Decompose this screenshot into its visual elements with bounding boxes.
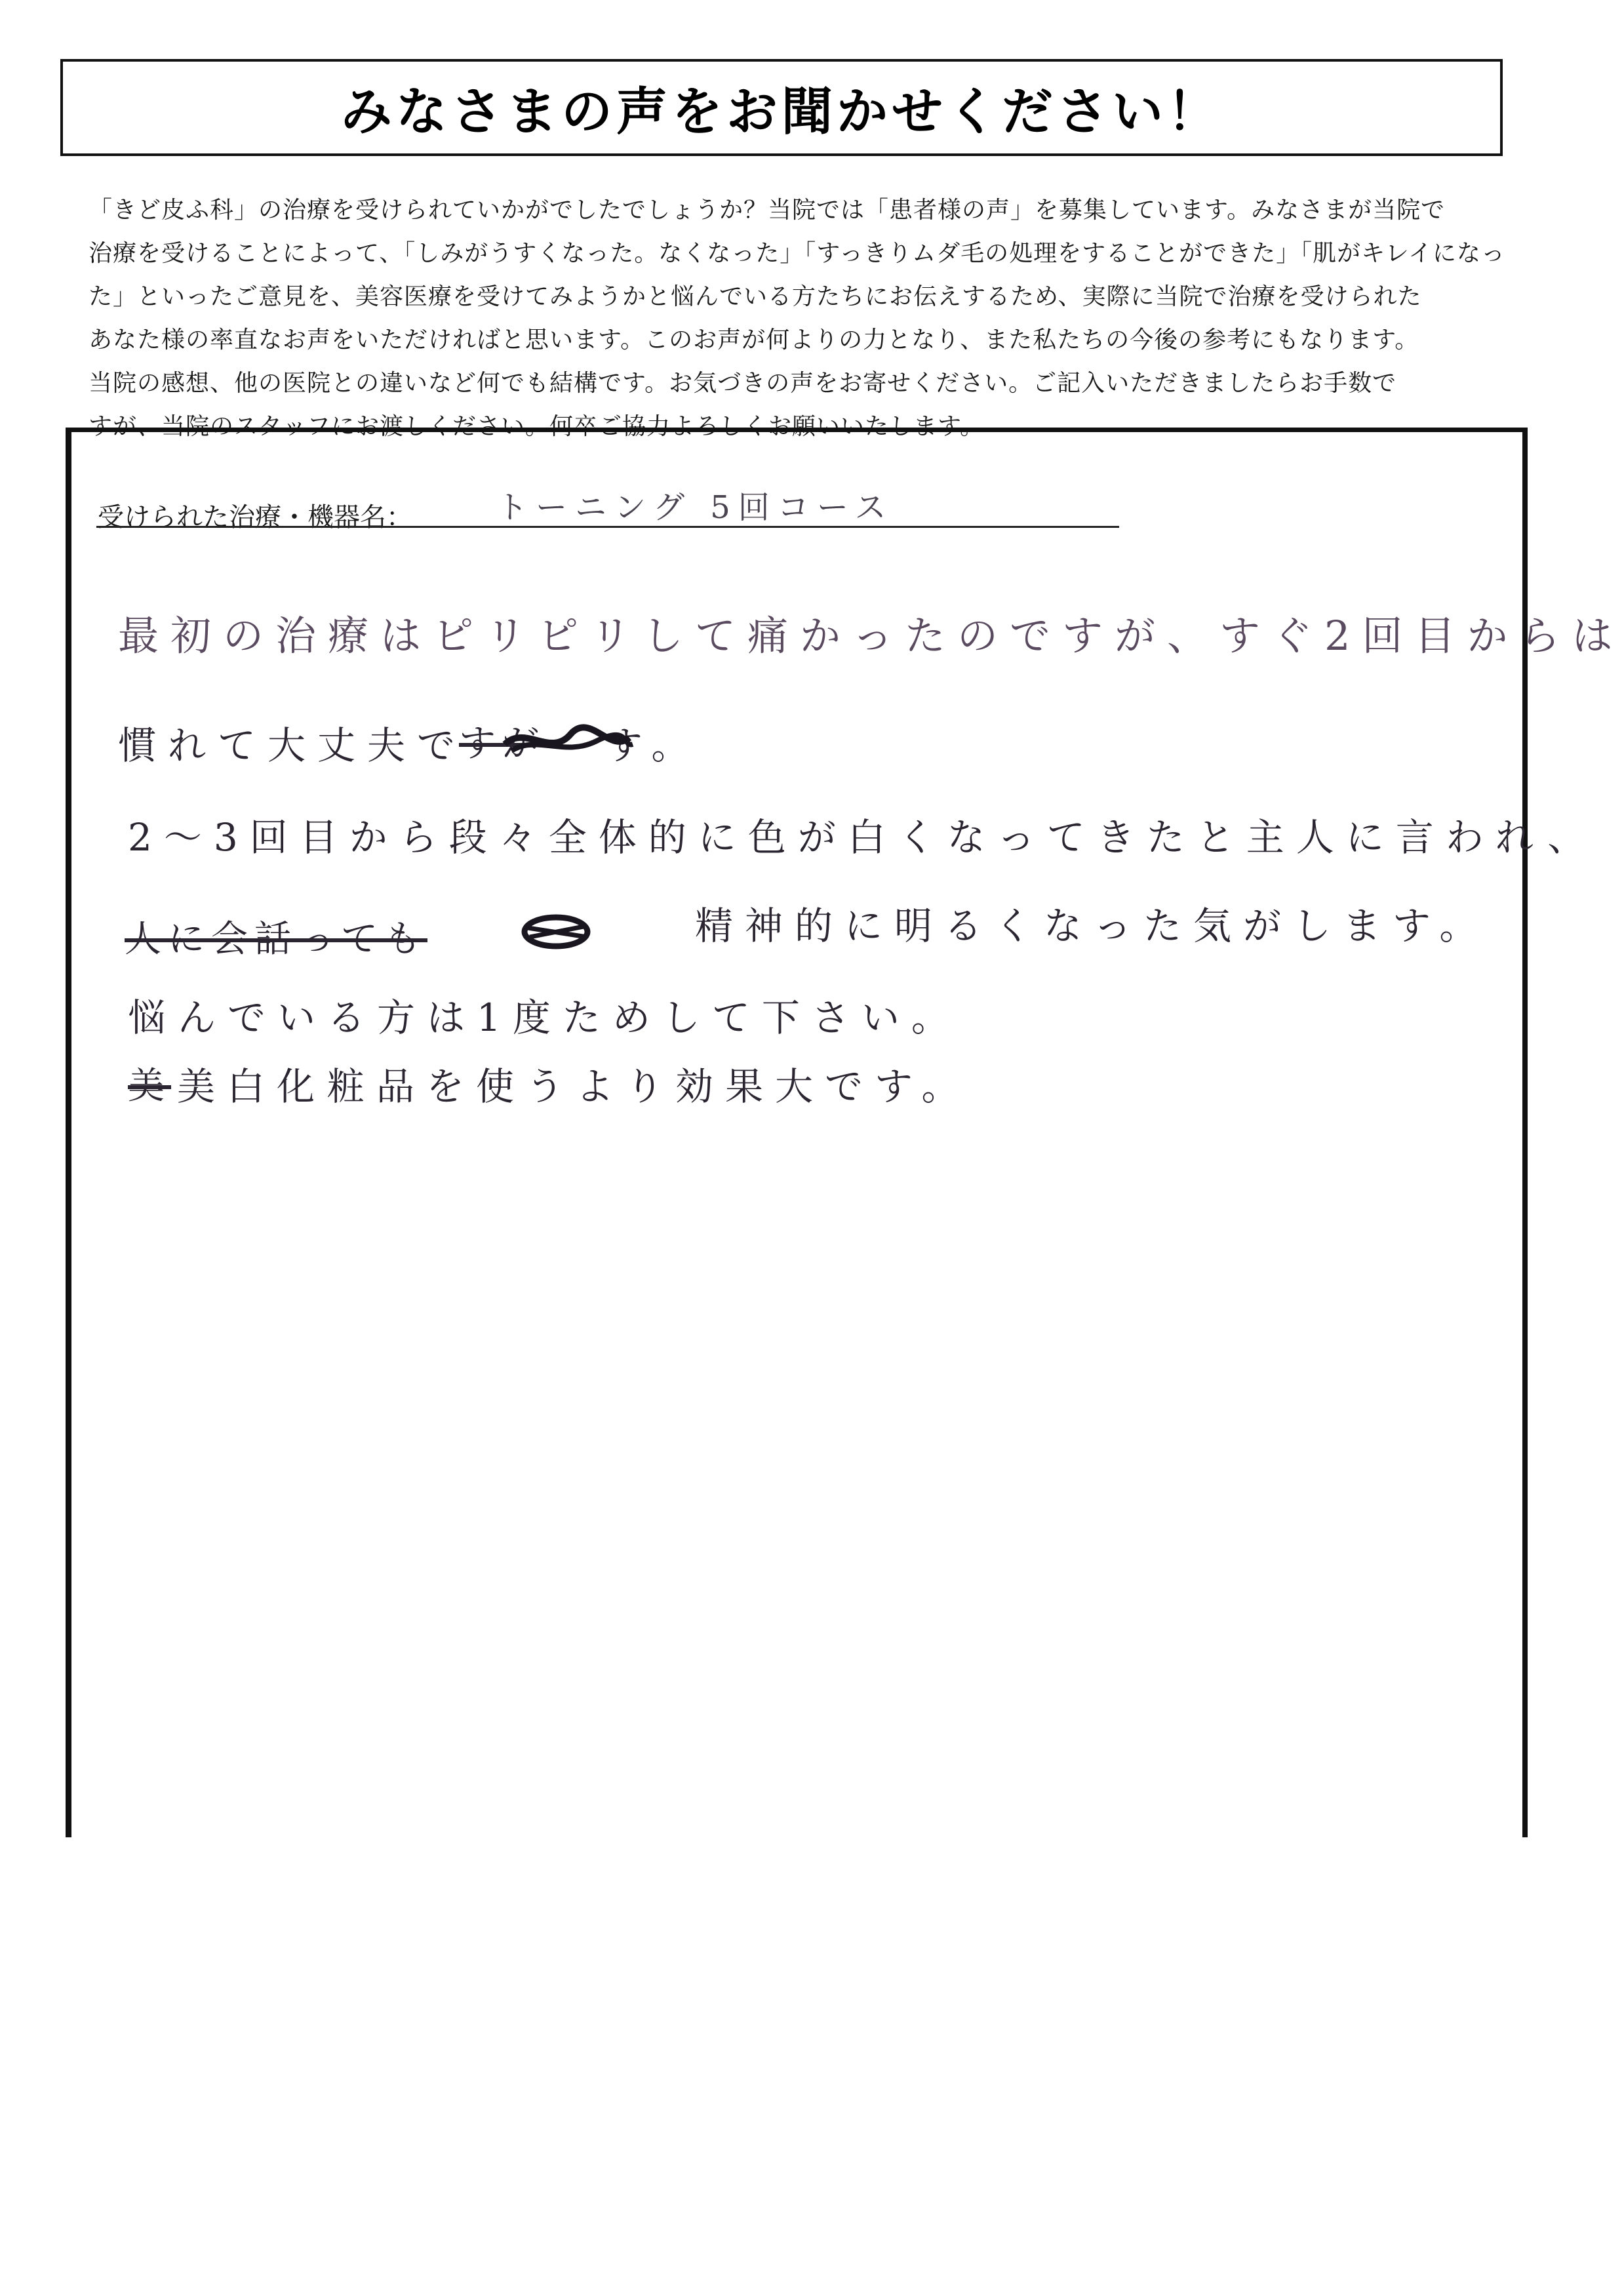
handwritten-line-4: 精神的に明るくなった気がします。 [695,904,1490,948]
crossed-out-text: 人に会話っても [125,918,427,961]
handwritten-line-2-end: す。 [604,723,702,768]
treatment-value: トーニング 5回コース [496,489,894,526]
handwritten-line-2-start: 慣れて大丈夫で [118,723,467,768]
intro-line: 治療を受けることによって、「しみがうすくなった。なくなった」「すっきりムダ毛の処理をすることができた」「肌がキレイになっ [89,240,1505,267]
handwritten-line-1: 最初の治療はピリピリして痛かったのですが、すぐ2回目からは [118,612,1624,660]
treatment-underline [96,526,1119,528]
intro-line: すが、当院のスタッフにお渡しください。何卒ご協力よろしくお願いいたします。 [89,413,985,440]
handwritten-line-5: 悩んでいる方は1度ためして下さい。 [128,995,961,1040]
intro-line: た」といったご意見を、美容医療を受けてみようかと悩んでいる方たちにお伝えするため、実際に当院で治療を受けられた [89,283,1422,310]
intro-paragraph [89,189,1518,449]
treatment-label: 受けられた治療・機器名： [98,502,412,532]
handwritten-line-6: 美白化粧品を使うより効果大です。 [177,1064,972,1109]
scribble-mark [498,718,636,764]
intro-line: 「きど皮ふ科」の治療を受けられていかがでしたでしょうか？当院では「患者様の声」を募集しています。みなさまが当院で [89,197,1446,224]
page-title: みなさまの声をお聞かせください！ [340,83,1222,142]
scribble-mark [518,908,597,954]
crossed-out-text: 美 [128,1065,171,1108]
intro-line: 当院の感想、他の医院との違いなど何でも結構です。お気づきの声をお寄せください。ご記入いただきましたらお手数で [89,370,1397,397]
intro-line: あなた様の率直なお声をいただければと思います。このお声が何よりの力となり、また私たちの今後の参考にもなります。 [89,327,1419,353]
crossed-out-text: すが [459,723,545,765]
handwritten-line-3: 2〜3回目から段々全体的に色が白くなってきたと主人に言われ、 [128,815,1598,860]
title-box [60,59,1503,156]
